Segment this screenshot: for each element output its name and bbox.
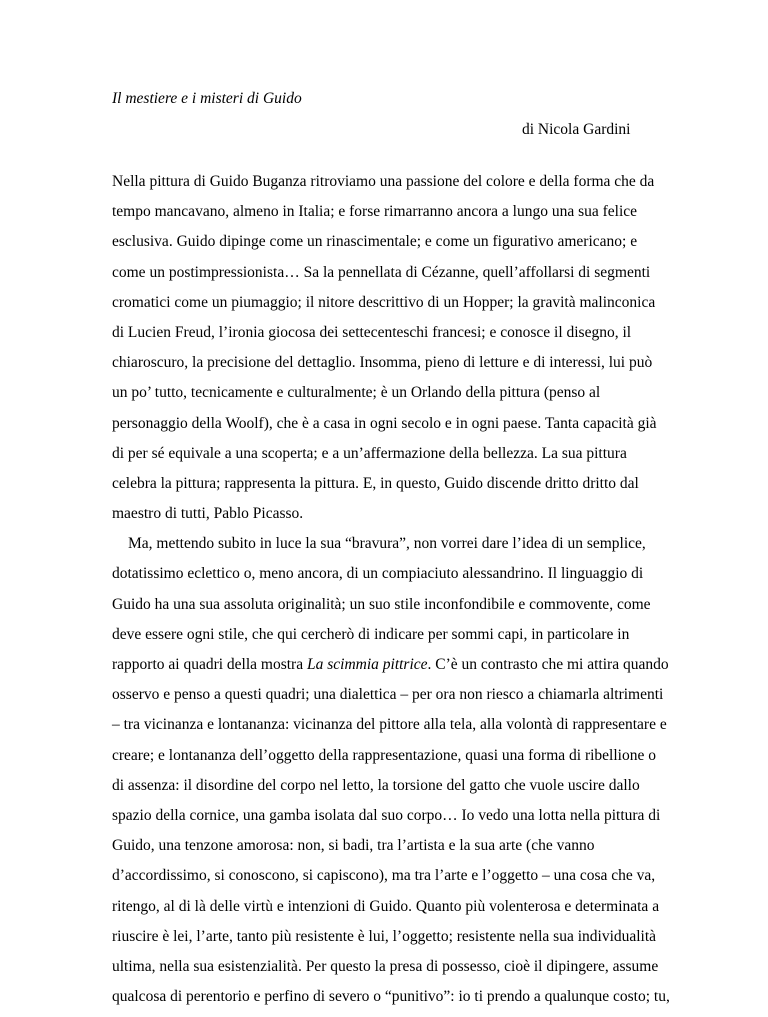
body-line-text: chiaroscuro, la precisione del dettaglio. Insomma, pieno di letture e di interessi, lui può (112, 354, 653, 372)
body-line (112, 263, 672, 293)
body-line (112, 715, 672, 745)
body-line (112, 232, 672, 262)
body-line (112, 625, 672, 655)
body-line-text: maestro di tutti, Pablo Picasso. (112, 505, 304, 523)
body-line-text: osservo e penso a questi quadri; una dialettica – per ora non riesco a chiamarla altrimenti (112, 686, 664, 704)
body-line (112, 957, 672, 987)
body-line (112, 655, 672, 685)
body-line-text: spazio della cornice, una gamba isolata dal suo corpo… Io vedo una lotta nella pittura di (112, 806, 661, 824)
body-line-text: . C’è un contrasto che mi attira quando (427, 656, 669, 673)
body-line (112, 293, 672, 323)
body-line (112, 806, 672, 836)
body-line (112, 202, 672, 232)
body-line (112, 474, 672, 504)
body-line-text: cromatici come un piumaggio; il nitore descrittivo di un Hopper; la gravità malinconica (112, 293, 656, 311)
body-line-text: un po’ tutto, tecnicamente e culturalmente; è un Orlando della pittura (penso al (112, 384, 601, 402)
body-line (112, 564, 672, 594)
body-line-text: creare; e lontananza dell’oggetto della rappresentazione, quasi una forma di ribellione o (112, 746, 656, 764)
document-author: di Nicola Gardini (522, 121, 631, 138)
document-body (112, 172, 672, 1017)
body-line (112, 383, 672, 413)
body-line (112, 897, 672, 927)
body-line (112, 595, 672, 625)
body-line-text: di assenza: il disordine del corpo nel letto, la torsione del gatto che vuole uscire dallo (112, 776, 640, 794)
body-line (112, 746, 672, 776)
body-line (112, 987, 672, 1017)
body-line-text: di per sé equivale a una scoperta; e a un’affermazione della bellezza. La sua pittura (112, 444, 627, 462)
body-line (112, 172, 672, 202)
body-line-text: ultima, nella sua esistenzialità. Per questo la presa di possesso, cioè il dipingere, assume (112, 957, 659, 975)
document-title: Il mestiere e i misteri di Guido (112, 90, 302, 107)
body-line-text: riuscire è lei, l’arte, tanto più resistente è lui, l’oggetto; resistente nella sua individualità (112, 927, 657, 945)
body-line-italic-title: La scimmia pittrice (306, 656, 428, 673)
body-line (112, 534, 672, 564)
body-line (112, 685, 672, 715)
body-line-text: Nella pittura di Guido Buganza ritroviamo una passione del colore e della forma che da (112, 173, 655, 190)
body-line-text: ritengo, al di là delle virtù e intenzioni di Guido. Quanto più volenterosa e determinata a (112, 897, 660, 915)
body-line-text: come un postimpressionista… Sa la pennellata di Cézanne, quell’affollarsi di segmenti (112, 263, 651, 281)
body-line-text: celebra la pittura; rappresenta la pittura. E, in questo, Guido discende dritto dritto dal (112, 474, 639, 492)
body-line-text: di Lucien Freud, l’ironia giocosa dei settecenteschi francesi; e conosce il disegno, il (112, 323, 632, 341)
body-line (112, 323, 672, 353)
body-line-text: tempo mancavano, almeno in Italia; e forse rimarranno ancora a lungo una sua felice (112, 203, 638, 221)
body-line-text: rapporto ai quadri della mostra (112, 656, 307, 673)
body-line (112, 353, 672, 383)
body-line (112, 776, 672, 806)
body-line (112, 504, 672, 534)
body-line-text: qualcosa di perentorio e perfino di severo o “punitivo”: io ti prendo a qualunque costo; tu, (112, 988, 670, 1006)
body-line-text: Ma, mettendo subito in luce la sua “bravura”, non vorrei dare l’idea di un semplice, (128, 535, 646, 553)
body-line (112, 866, 672, 896)
body-line-text: deve essere ogni stile, che qui cercherò di indicare per sommi capi, in particolare in (112, 625, 630, 643)
body-line-text: dotatissimo eclettico o, meno ancora, di un compiaciuto alessandrino. Il linguaggio di (112, 565, 644, 583)
body-line-text: d’accordissimo, si conoscono, si capiscono), ma tra l’arte e l’oggetto – una cosa che va, (112, 867, 656, 885)
body-line (112, 927, 672, 957)
body-line-text: personaggio della Woolf), che è a casa in ogni secolo e in ogni paese. Tanta capacità già (112, 414, 657, 432)
body-line (112, 414, 672, 444)
body-line-text: esclusiva. Guido dipinge come un rinascimentale; e come un figurativo americano; e (112, 233, 638, 251)
body-line (112, 836, 672, 866)
body-line-text: – tra vicinanza e lontananza: vicinanza del pittore alla tela, alla volontà di rappresentare e (112, 716, 667, 734)
body-line-text: Guido ha una sua assoluta originalità; un suo stile inconfondibile e commovente, come (112, 595, 651, 613)
body-line-text: Guido, una tenzone amorosa: non, si badi, tra l’artista e la sua arte (che vanno (112, 837, 595, 855)
body-line (112, 444, 672, 474)
